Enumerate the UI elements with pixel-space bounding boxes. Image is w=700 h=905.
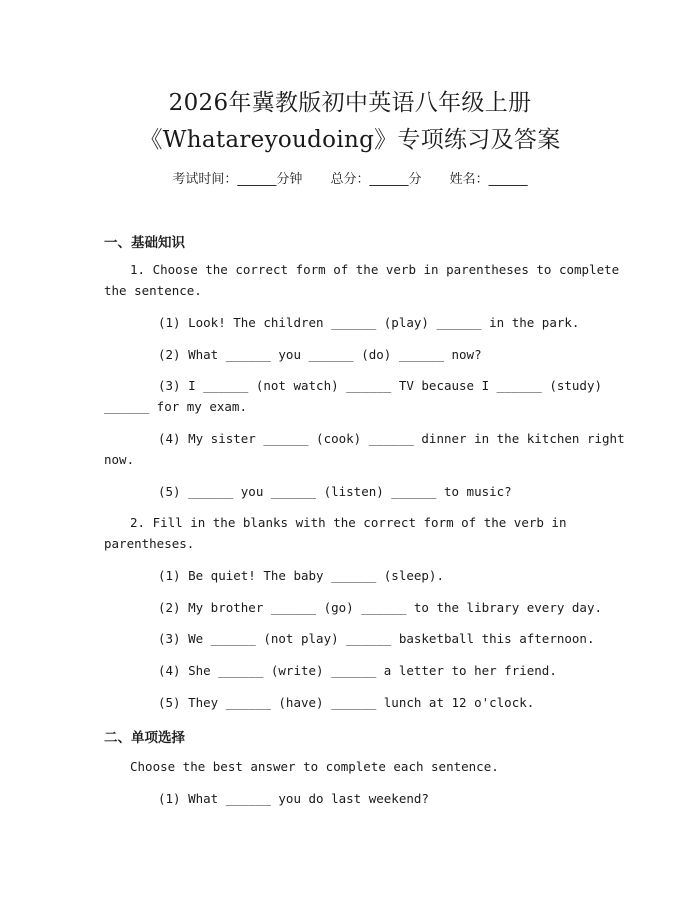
q2-item-4: (4) She ______ (write) ______ a letter to her friend. [158,663,557,678]
q1-item-5: (5) ______ you ______ (listen) ______ to music? [158,484,512,499]
section-heading-2: 二、单项选择 [104,730,185,746]
q1-item-2: (2) What ______ you ______ (do) ______ now? [158,347,482,362]
q2-item-1: (1) Be quiet! The baby ______ (sleep). [158,568,444,583]
title-line-1: 2026年冀教版初中英语八年级上册 [168,90,532,116]
q1-item-4-cont: now. [104,452,135,467]
exam-score: 总分：______分 [330,172,422,187]
section-heading-1: 一、基础知识 [104,235,185,251]
s2-instruction: Choose the best answer to complete each sentence. [130,759,499,774]
q2-item-2: (2) My brother ______ (go) ______ to the library every day. [158,600,603,615]
title-line-2: 《Whatareyoudoing》专项练习及答案 [139,127,561,153]
q1-prompt-cont: the sentence. [104,283,202,298]
s2-item-1: (1) What ______ you do last weekend? [158,791,429,806]
student-name: 姓名：______ [449,172,528,187]
q1-item-1: (1) Look! The children ______ (play) ______ in the park. [158,315,580,330]
q1-item-3: (3) I ______ (not watch) ______ TV because I ______ (study) [158,378,603,393]
exam-time: 考试时间：______分钟 [172,172,303,187]
q2-prompt: 2. Fill in the blanks with the correct form of the verb in [130,515,567,530]
q1-item-4: (4) My sister ______ (cook) ______ dinner in the kitchen right [158,431,625,446]
q1-prompt: 1. Choose the correct form of the verb in parentheses to complete [130,262,620,277]
q2-item-5: (5) They ______ (have) ______ lunch at 12 o'clock. [158,695,535,710]
q2-prompt-cont: parentheses. [104,536,195,551]
exam-info [0,168,700,187]
q1-item-3-cont: ______ for my exam. [104,399,247,414]
q2-item-3: (3) We ______ (not play) ______ basketball this afternoon. [158,631,595,646]
